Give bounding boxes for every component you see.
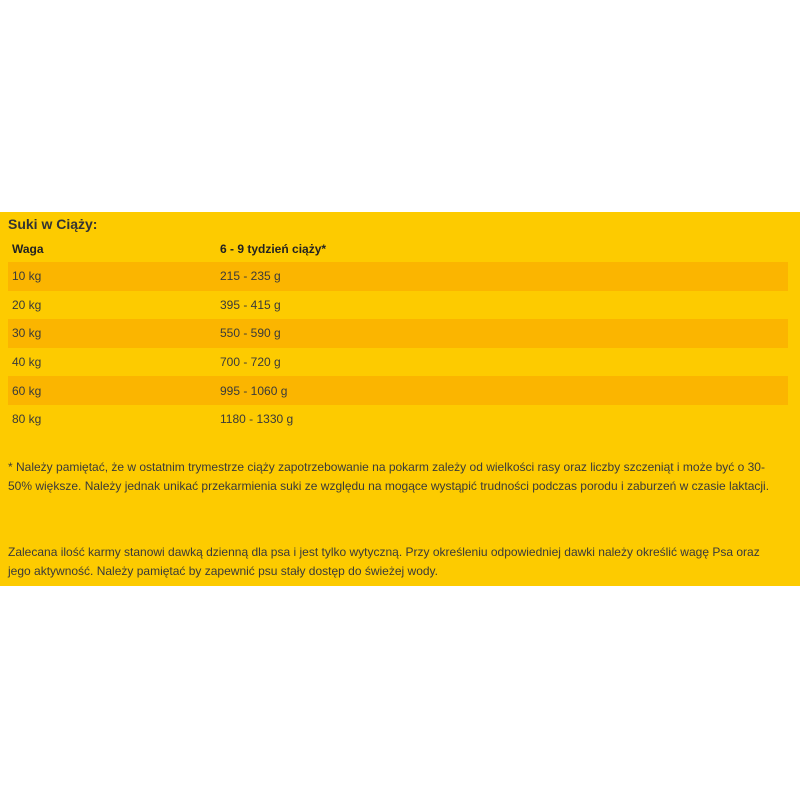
recommendation-text: Zalecana ilość karmy stanowi dawką dzienną dla psa i jest tylko wytyczną. Przy określeniu odpowiedniej dawki należy określić wagę Psa oraz jego aktywność. Należy pamiętać by zapewnić psu stały dostęp do świeżej wody. bbox=[8, 545, 760, 579]
table-header-row bbox=[8, 236, 788, 262]
cell-amount: 995 - 1060 g bbox=[220, 383, 288, 398]
header-amount: 6 - 9 tydzień ciąży* bbox=[220, 242, 327, 256]
table-row bbox=[8, 405, 788, 434]
cell-weight: 20 kg bbox=[12, 297, 42, 312]
cell-amount: 395 - 415 g bbox=[220, 297, 281, 312]
cell-weight: 80 kg bbox=[12, 412, 42, 427]
cell-weight: 60 kg bbox=[12, 383, 42, 398]
table-row bbox=[8, 376, 788, 405]
cell-amount: 215 - 235 g bbox=[220, 269, 281, 284]
cell-amount: 1180 - 1330 g bbox=[220, 412, 294, 427]
header-weight: Waga bbox=[12, 242, 44, 256]
cell-weight: 30 kg bbox=[12, 326, 42, 341]
cell-weight: 40 kg bbox=[12, 355, 42, 370]
cell-amount: 700 - 720 g bbox=[220, 355, 281, 370]
section-title: Suki w Ciąży: bbox=[8, 216, 98, 232]
feeding-guide-panel bbox=[0, 212, 800, 586]
footnote-text: * Należy pamiętać, że w ostatnim trymestrze ciąży zapotrzebowanie na pokarm zależy od wielkości rasy oraz liczby szczeniąt i może być o 30-50% większe. Należy jednak unikać przekarmienia suki ze względu na mogące wystąpić trudności podczas porodu i zaburzeń w czasie laktacji. bbox=[8, 460, 770, 494]
table-row bbox=[8, 262, 788, 291]
feeding-table bbox=[8, 236, 788, 434]
table-row bbox=[8, 348, 788, 377]
table-row bbox=[8, 291, 788, 320]
cell-weight: 10 kg bbox=[12, 269, 42, 284]
cell-amount: 550 - 590 g bbox=[220, 326, 281, 341]
table-row bbox=[8, 319, 788, 348]
